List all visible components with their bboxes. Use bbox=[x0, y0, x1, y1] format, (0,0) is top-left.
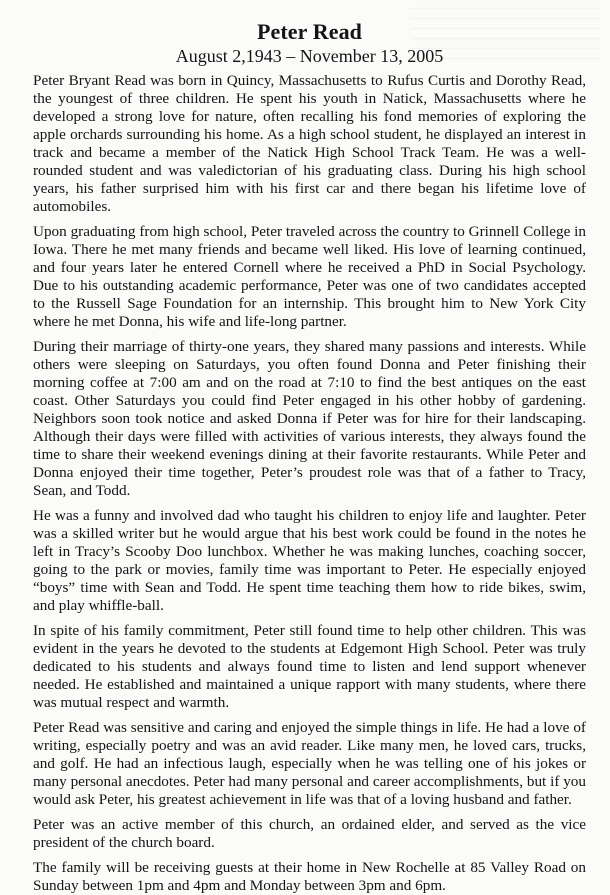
body-text bbox=[33, 72, 586, 895]
paragraph-teaching: In spite of his family commitment, Peter still found time to help other children. This was evident in the years he devoted to the students at Edgemont High School. Peter was truly dedicated to his students and always found time to listen and lend support whenever needed. He established and maintained a unique rapport with many students, where there was mutual respect and warmth. bbox=[33, 622, 586, 711]
life-dates: August 2,1943 – November 13, 2005 bbox=[175, 46, 444, 66]
paragraph-birth-youth: Peter Bryant Read was born in Quincy, Massachusetts to Rufus Curtis and Dorothy Read, the youngest of three children. He spent his youth in Natick, Massachusetts where he developed a strong love for nature, often recalling his fond memories of exploring the apple orchards surrounding his home. As a high school student, he displayed an interest in track and became a member of the Natick High School Track Team. He was a well-rounded student and was valedictorian of his graduating class. During his high school years, his father surprised him with his first car and there began his lifetime love of automobiles. bbox=[33, 72, 586, 215]
paragraph-church: Peter was an active member of this church, an ordained elder, and served as the vice president of the church board. bbox=[33, 816, 586, 851]
paragraph-education: Upon graduating from high school, Peter traveled across the country to Grinnell College in Iowa. There he met many friends and became well liked. His love of learning continued, and four years later he entered Cornell where he received a PhD in Social Psychology. Due to his outstanding academic performance, Peter was one of two candidates accepted to the Russell Sage Foundation for an internship. This brought him to New York City where he met Donna, his wife and life-long partner. bbox=[33, 223, 586, 330]
page-title: Peter Read bbox=[256, 19, 363, 44]
paragraph-fatherhood: He was a funny and involved dad who taught his children to enjoy life and laughter. Peter was a skilled writer but he would argue that his best work could be found in the notes he left in Tracy’s Scooby Doo lunchbox. Whether he was making lunches, coaching soccer, going to the park or movies, family time was important to Peter. He especially enjoyed “boys” time with Sean and Todd. He spent time teaching them how to ride bikes, swim, and play whiffle-ball. bbox=[33, 507, 586, 614]
paragraph-marriage: During their marriage of thirty-one years, they shared many passions and interests. While others were sleeping on Saturdays, you often found Donna and Peter finishing their morning coffee at 7:00 am and on the road at 7:10 to find the best antiques on the east coast. Other Saturdays you could find Peter engaged in his other hobby of gardening. Neighbors soon took notice and asked Donna if Peter was for hire for their landscaping. Although their days were filled with activities of various interests, they always found the time to share their weekend evenings dining at their favorite restaurants. While Peter and Donna enjoyed their time together, Peter’s proudest role was that of a father to Tracy, Sean, and Todd. bbox=[33, 338, 586, 499]
paragraph-visitation: The family will be receiving guests at their home in New Rochelle at 85 Valley Road on Sunday between 1pm and 4pm and Monday between 3pm and 6pm. bbox=[33, 859, 586, 894]
paragraph-personality: Peter Read was sensitive and caring and enjoyed the simple things in life. He had a love of writing, especially poetry and was an avid reader. Like many men, he loved cars, trucks, and golf. He had an infectious laugh, especially when he was telling one of his jokes or many personal anecdotes. Peter had many personal and career accomplishments, but if you would ask Peter, his greatest achievement in life was that of a loving husband and father. bbox=[33, 719, 586, 808]
